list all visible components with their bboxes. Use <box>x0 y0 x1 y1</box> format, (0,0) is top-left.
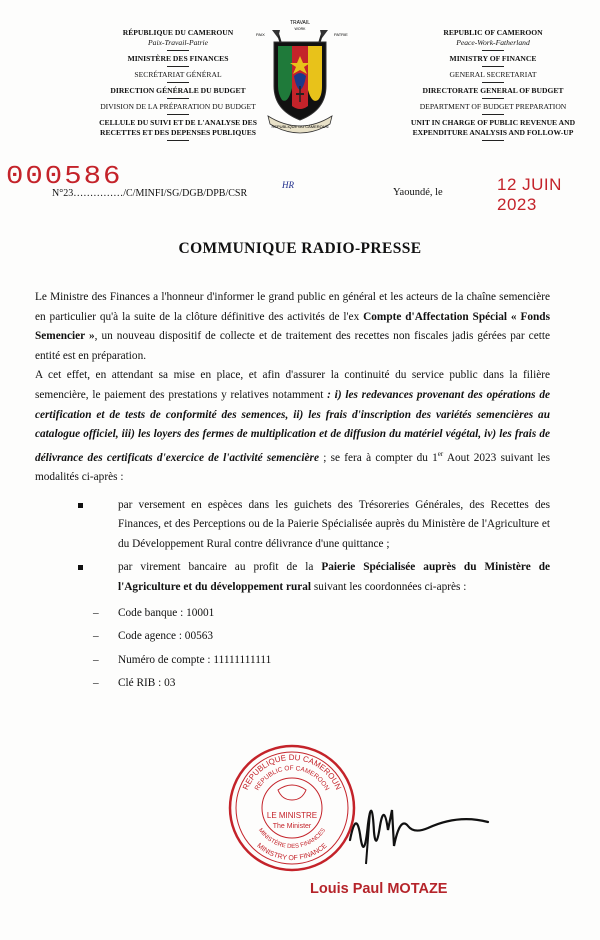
document-title: COMMUNIQUE RADIO-PRESSE <box>178 240 422 257</box>
header-right-english <box>388 28 598 144</box>
ministry-fr: MINISTÈRE DES FINANCES <box>127 54 229 63</box>
unit-line1-en: UNIT IN CHARGE OF PUBLIC REVENUE AND <box>410 118 576 127</box>
divider <box>167 114 189 115</box>
country-en: REPUBLIC OF CAMEROON <box>443 28 543 37</box>
p2-fees-list: : i) les redevances provenant des opérations de certification et de tests de conformité des semences, ii) les frais d'inscription des variétés semencières au catalogue officiel, iii) les loyers des fermes de multiplication et de diffusion du matériel végétal, iv) les frais de délivrance des certificats d'exercice de l'activité semencière <box>35 388 550 464</box>
p2-text-mid: ; se fera à compter du 1 <box>318 451 438 464</box>
list-item <box>93 674 550 698</box>
emblem-label-top2: WORK <box>294 27 306 31</box>
place-label: Yaoundé, le <box>393 187 443 198</box>
bullet-item <box>35 558 550 597</box>
cell-line2-fr: RECETTES ET DES DEPENSES PUBLIQUES <box>99 128 256 137</box>
stamp-ring-bottom2-text: MINISTÈRE DES FINANCES <box>256 827 328 851</box>
bullet-2-text: par virement bancaire au profit de la <box>118 561 322 574</box>
divider <box>167 82 189 83</box>
cell-line1-fr: CELLULE DU SUIVI ET DE L'ANALYSE DES <box>99 118 257 127</box>
unit-line2-en: EXPENDITURE ANALYSIS AND FOLLOW-UP <box>412 128 574 137</box>
directorate-fr: DIRECTION GÉNÉRALE DU BUDGET <box>110 86 246 95</box>
handwritten-initials: HR <box>282 180 294 190</box>
secretariat-fr: SECRÉTARIAT GÉNÉRAL <box>134 70 222 79</box>
department-en: DEPARTMENT OF BUDGET PREPARATION <box>419 102 567 111</box>
official-stamp-seal <box>226 742 358 874</box>
paragraph-1 <box>35 288 550 366</box>
stamped-date: 12 JUIN 2023 <box>497 175 562 214</box>
divider <box>167 66 189 67</box>
emblem-scroll-text: REPUBLIQUE DU CAMEROUN <box>271 124 329 129</box>
signer-name: Louis Paul MOTAZE <box>310 881 448 897</box>
divider <box>482 82 504 83</box>
bullet-1-text: par versement en espèces dans les guichets des Trésoreries Générales, des Recettes des Finances, et des Perceptions ou de la Paierie Spécialisée auprès du Ministère de l'Agriculture et du Développement Rural contre délivrance d'une quittance ; <box>118 498 550 550</box>
emblem-label-top: TRAVAIL <box>289 20 311 26</box>
secretariat-en: GENERAL SECRETARIAT <box>449 70 537 79</box>
bullet-item <box>35 496 550 555</box>
stamp-center-line1: LE MINISTRE <box>266 811 318 820</box>
branch-code: Code agence : 00563 <box>118 630 214 643</box>
list-item <box>93 627 550 651</box>
division-fr: DIVISION DE LA PRÉPARATION DU BUDGET <box>100 102 256 111</box>
p1-text-end: , un nouveau dispositif de collecte et de traitement des recettes non fiscales jadis gérées par cette entité est en préparation. <box>35 330 550 362</box>
stamped-register-number: 000586 <box>6 161 123 192</box>
divider <box>482 50 504 51</box>
handwritten-signature <box>340 790 540 880</box>
p2-text: A cet effet, en attendant sa mise en place, et afin d'assurer la continuité du service public dans la filière semencière, le paiement des prestations y relatives notamment <box>35 369 550 401</box>
divider <box>482 66 504 67</box>
divider <box>482 140 504 141</box>
p1-text: Le Ministre des Finances a l'honneur d'informer le grand public en général et les acteurs de la chaîne semencière en particulier qu'à la suite de la clôture définitive des activités de l'ex <box>35 291 550 323</box>
account-number: Numéro de compte : 11111111111 <box>118 653 272 666</box>
directorate-en: DIRECTORATE GENERAL OF BUDGET <box>422 86 564 95</box>
motto-fr: Paix-Travail-Patrie <box>148 38 208 47</box>
paragraph-2 <box>35 366 550 487</box>
stamp-ring-top-text: REPUBLIQUE DU CAMEROUN <box>240 752 344 792</box>
coat-of-arms-emblem <box>238 16 362 140</box>
dash-marker: – <box>93 677 99 690</box>
divider <box>167 98 189 99</box>
motto-en: Peace-Work-Fatherland <box>456 38 530 47</box>
bullet-marker <box>78 565 83 570</box>
rib-key: Clé RIB : 03 <box>118 677 176 690</box>
bank-details-list <box>35 604 550 698</box>
bullet-2-text-end: suivant les coordonnées ci-après : <box>311 581 467 594</box>
dash-marker: – <box>93 630 99 643</box>
reference-number: N°23……………/C/MINFI/SG/DGB/DPB/CSR <box>52 188 248 199</box>
divider <box>167 50 189 51</box>
stamp-ring-top2-text: REPUBLIC OF CAMEROON <box>253 764 331 792</box>
stamp-ring-bottom2 <box>257 828 327 850</box>
emblem-label-left: PAIX <box>256 32 265 37</box>
dash-marker: – <box>93 653 99 666</box>
ministry-en: MINISTRY OF FINANCE <box>449 54 537 63</box>
divider <box>167 140 189 141</box>
p2-superscript: er <box>437 449 444 458</box>
document-body <box>35 288 550 698</box>
list-item <box>93 651 550 675</box>
bank-code: Code banque : 10001 <box>118 606 215 619</box>
p2-text-end: Aout 2023 suivant les modalités ci-après : <box>35 451 550 484</box>
divider <box>482 98 504 99</box>
emblem-label-right: PATRIE <box>334 32 348 37</box>
stamp-center-line2: The Minister <box>272 823 312 830</box>
dash-marker: – <box>93 606 99 619</box>
divider <box>482 114 504 115</box>
country-fr: RÉPUBLIQUE DU CAMEROUN <box>122 28 234 37</box>
bullet-2-beneficiary: Paierie Spécialisée auprès du Ministère de l'Agriculture et du développement rural <box>118 561 550 594</box>
bullet-marker <box>78 503 83 508</box>
stamp-ring-bottom-text: MINISTRY OF FINANCE <box>255 842 329 863</box>
p1-fund-name: Compte d'Affectation Spécial « Fonds Semencier » <box>35 310 550 343</box>
list-item <box>93 604 550 628</box>
